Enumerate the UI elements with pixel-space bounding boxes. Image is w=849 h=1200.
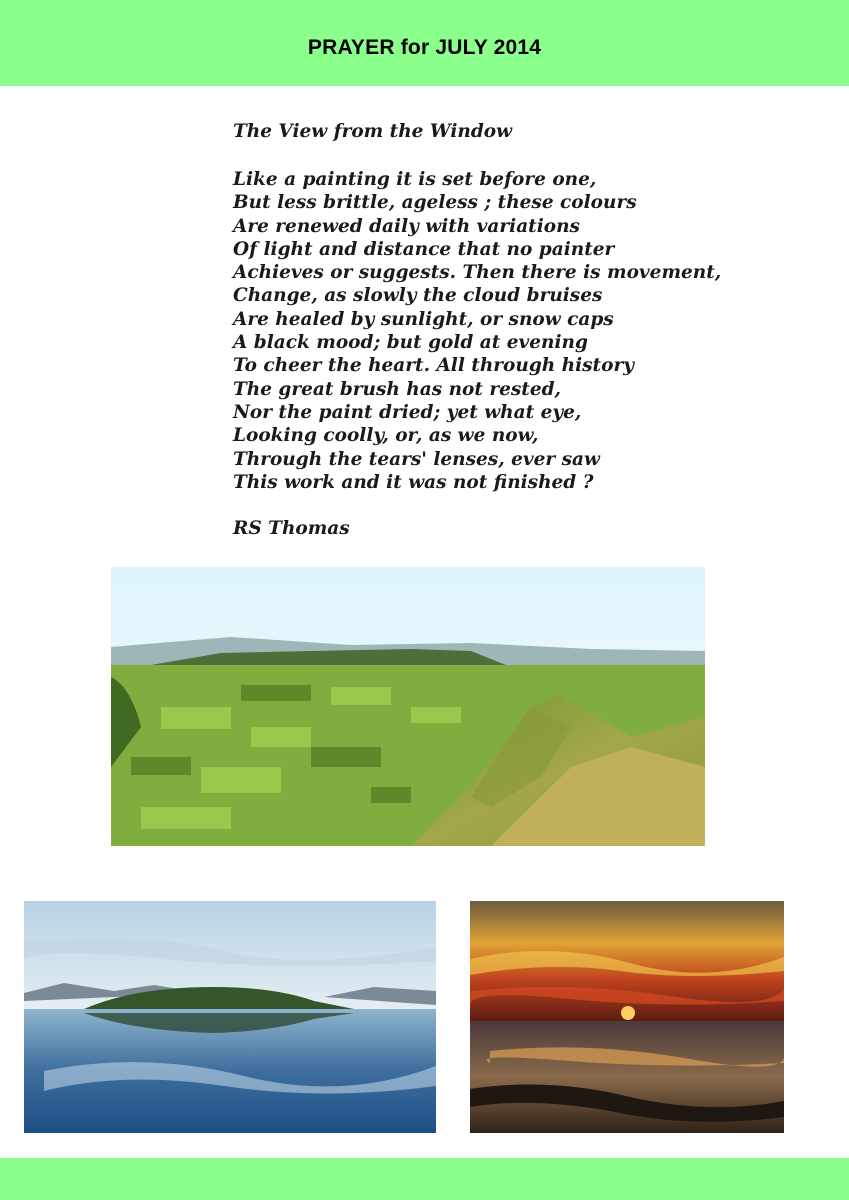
poem-line: The great brush has not rested,: [233, 378, 561, 400]
green-valley-hills-photo: [111, 567, 705, 846]
poem-line: A black mood; but gold at evening: [233, 332, 588, 354]
lake-reflection-photo: [24, 901, 436, 1133]
poem-body: [233, 168, 793, 494]
poem-line: Change, as slowly the cloud bruises: [233, 285, 603, 307]
poem-line: Achieves or suggests. Then there is movement,: [233, 262, 722, 284]
poem-line: Looking coolly, or, as we now,: [233, 425, 539, 447]
poem-title: The View from the Window: [233, 121, 513, 142]
poem: [233, 120, 793, 541]
poem-line: This work and it was not finished ?: [233, 471, 594, 493]
poem-line: Like a painting it is set before one,: [233, 169, 597, 190]
poem-line: Are healed by sunlight, or snow caps: [233, 308, 614, 330]
footer-band: [0, 1158, 849, 1200]
sunset-over-sea-photo: [470, 901, 784, 1133]
poem-line: Of light and distance that no painter: [233, 238, 615, 260]
poem-line: Nor the paint dried; yet what eye,: [233, 401, 582, 423]
poem-line: Are renewed daily with variations: [233, 215, 580, 237]
poem-line: But less brittle, ageless ; these colours: [233, 192, 637, 214]
poem-line: Through the tears' lenses, ever saw: [233, 448, 600, 470]
page-title: PRAYER for JULY 2014: [307, 36, 542, 59]
poem-author: RS Thomas: [233, 518, 350, 540]
poem-line: To cheer the heart. All through history: [233, 355, 634, 377]
